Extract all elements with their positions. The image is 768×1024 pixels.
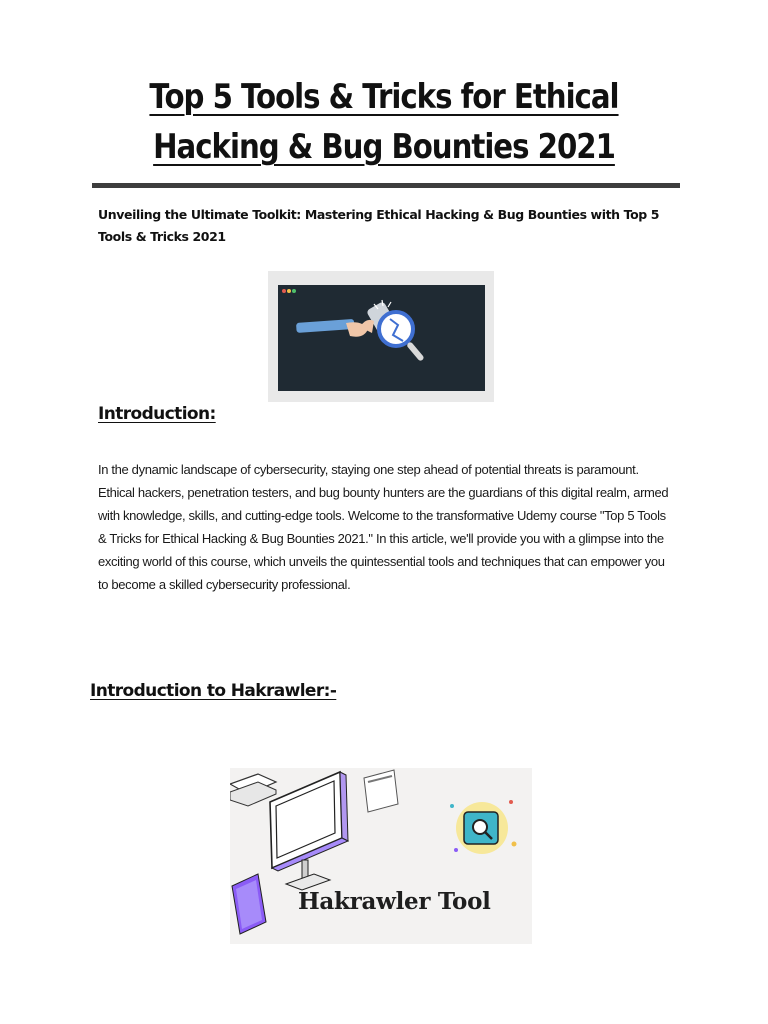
hakrawler-banner-text: Hakrawler Tool [298, 888, 491, 915]
handshake-magnifier-illustration [268, 271, 494, 402]
hakrawler-illustration [230, 768, 532, 944]
page-subtitle: Unveiling the Ultimate Toolkit: Mastering Ethical Hacking & Bug Bounties with Top 5 Tools & Tricks 2021 [98, 207, 660, 244]
hakrawler-banner-image [230, 768, 532, 944]
page-title: Top 5 Tools & Tricks for Ethical Hacking & Bug Bounties 2021 [149, 77, 619, 167]
title-divider [92, 183, 680, 188]
hero-image [268, 271, 494, 402]
hakrawler-heading: Introduction to Hakrawler:- [90, 681, 337, 701]
magnifier-icon [473, 820, 487, 834]
introduction-paragraph: In the dynamic landscape of cybersecurity, staying one step ahead of potential threats is paramount. Ethical hackers, penetration testers, and bug bounty hunters are the guardians of this digital realm, armed with knowledge, skills, and cutting-edge tools. Welcome to the transformative Udemy course "Top 5 Tools & Tricks for Ethical Hacking & Bug Bounties 2021." In this article, we'll provide you with a glimpse into the exciting world of this course, which unveils the quintessential tools and techniques that can empower you to become a skilled cybersecurity professional. [98, 462, 669, 592]
introduction-heading: Introduction: [98, 404, 216, 424]
